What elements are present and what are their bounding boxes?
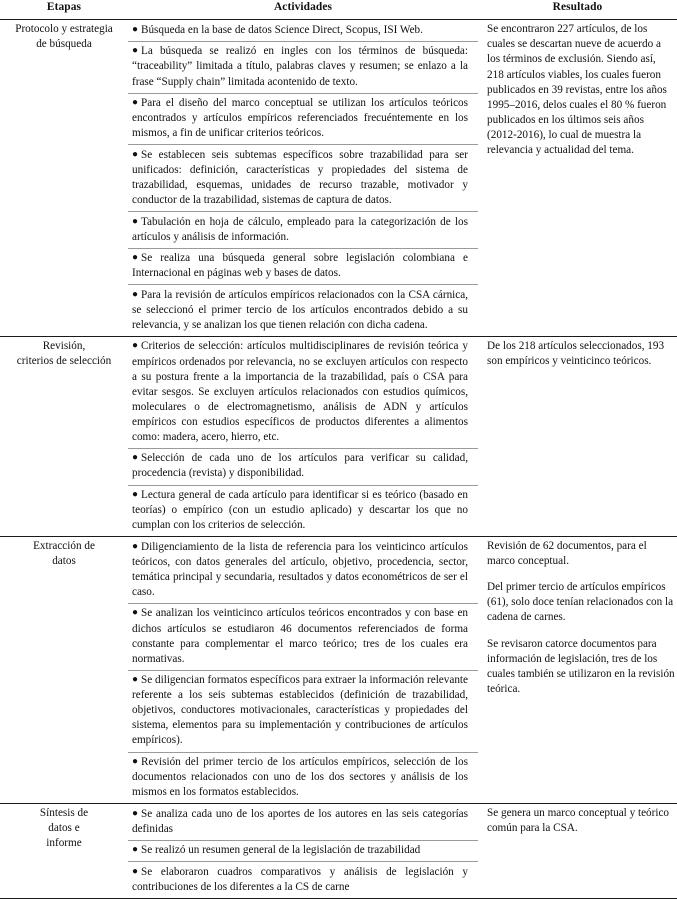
activity-text: Revisión del primer tercio de los artículos empíricos, selección de los documentos relacionados con uno de los dos sectores y análisis de los mismos en los formatos establecidos. (132, 756, 468, 799)
activity-item (128, 41, 478, 93)
activity-text: Se analiza cada uno de los aportes de los autores en las seis categorías definidas (132, 807, 468, 835)
bullet-icon: ● (132, 489, 139, 501)
activity-item (128, 248, 478, 285)
bullet-icon: ● (132, 865, 139, 877)
activity-text: Tabulación en hoja de cálculo, empleado para la categorización de los artículos y análisis de información. (132, 215, 468, 243)
table-row (0, 804, 677, 841)
activity-text: Lectura general de cada artículo para identificar si es teórico (basado en teorías) o empírico (con un estudio aplicado) y descartar los que no cumplan con los criterios de selección. (132, 489, 468, 532)
activity-item (128, 804, 478, 841)
result-paragraph: Del primer tercio de artículos empíricos (61), solo doce tenían relacionados con la cadena de carnes. (487, 581, 674, 624)
table-section (0, 336, 677, 536)
table-section (0, 537, 677, 804)
activity-item (128, 670, 478, 752)
etapa-line: Síntesis de (39, 807, 89, 820)
activity-item (128, 20, 478, 42)
activity-text: La búsqueda se realizó en ingles con los términos de búsqueda: “traceability” limitada a título, palabras claves y resumen; se enlazo a la frase “Supply chain” limitada acontenido de texto. (132, 45, 468, 88)
bullet-icon: ● (132, 540, 139, 552)
activity-text: Se elaboraron cuadros comparativos y análisis de legislación y contribuciones de los diferentes a la CS de carne (132, 865, 468, 893)
result-cell (478, 20, 677, 337)
result-cell (478, 537, 677, 804)
bullet-icon: ● (132, 288, 139, 300)
activity-item (128, 212, 478, 249)
bullet-icon: ● (132, 97, 139, 109)
result-paragraph: Se encontraron 227 artículos, de los cuales se descartan nueve de acuerdo a los términos de exclusión. Siendo así, 218 artículos viables, los cuales fueron publicados en 39 revistas, entre los años 1995–2016, delos cuales el 80 % fueron publicados en los últimos seis años (2012-2016), lo cual de muestra la relevancia y actualidad del tema. (487, 23, 667, 156)
activity-item (128, 752, 478, 804)
etapa-line: datos (52, 555, 76, 568)
bullet-icon: ● (132, 844, 139, 856)
activity-item (128, 145, 478, 212)
table-section (0, 804, 677, 899)
etapa-line: Revisión, (42, 339, 86, 352)
result-paragraph: De los 218 artículos seleccionados, 193 son empíricos y veinticinco teóricos. (487, 339, 665, 368)
bullet-icon: ● (132, 23, 139, 35)
activity-text: Se realizó un resumen general de la legislación de trazabilidad (141, 844, 421, 857)
bullet-icon: ● (132, 45, 139, 57)
etapa-line: datos e (48, 822, 80, 835)
table-row (0, 336, 677, 448)
column-header-actividades: Actividades (128, 0, 478, 20)
table-row (0, 537, 677, 604)
column-header-resultado: Resultado (478, 0, 677, 20)
activity-text: Para la revisión de artículos empíricos relacionados con la CSA cárnica, se seleccionó el primer tercio de los artículos encontrados debido a su relevancia, y se analizan los que tienen relación con dicha cadena. (132, 288, 468, 331)
bullet-icon: ● (132, 452, 139, 464)
activity-text: Se establecen seis subtemas específicos sobre trazabilidad para ser unificados: definición, características y propiedades del sistema de trazabilidad, esquemas, unidades de recurso trazable, motivador y conductor de la trazabilidad, sistemas de captura de datos. (132, 148, 468, 206)
activity-item (128, 537, 478, 604)
result-cell (478, 804, 677, 899)
activity-text: Se analizan los veinticinco artículos teóricos encontrados y con base en dichos artículos se estudiaron 46 documentos referenciados de forma constante para complementar el marco teórico; tres de los cuales era normativas. (132, 607, 468, 665)
etapa-label (0, 804, 128, 899)
bullet-icon: ● (132, 807, 139, 819)
etapa-line: Protocolo y estrategia (15, 23, 113, 36)
activity-text: Criterios de selección: artículos multidisciplinares de revisión teórica y empíricos ordenados por relevancia, no se excluyen artículos con respecto a su postura frente a la importancia de la trazabilidad, país o CSA para evitar sesgos. Se excluyen artículos relacionados con estudios químicos, moleculares o de electromagnetismo, análisis de ADN y artículos empíricos con estudios específicos de productos diferentes a alimentos como: madera, acero, hierro, etc. (132, 340, 468, 443)
etapa-label (0, 20, 128, 337)
etapa-label (0, 537, 128, 804)
activity-item (128, 862, 478, 899)
bullet-icon: ● (132, 215, 139, 227)
etapa-line: criterios de selección (16, 354, 112, 367)
result-paragraph: Se revisaron catorce documentos para información de legislación, tres de los cuales también se utilizaron en la revisión teórica. (487, 637, 675, 695)
bullet-icon: ● (132, 340, 139, 352)
bullet-icon: ● (132, 674, 139, 686)
bullet-icon: ● (132, 252, 139, 264)
bullet-icon: ● (132, 148, 139, 160)
result-paragraph: Revisión de 62 documentos, para el marco conceptual. (487, 540, 647, 568)
column-header-etapas: Etapas (0, 0, 128, 20)
table-row (0, 20, 677, 42)
etapa-line: Extracción de (33, 540, 95, 553)
activity-item (128, 485, 478, 537)
bullet-icon: ● (132, 607, 139, 619)
result-cell (478, 336, 677, 536)
etapa-line: informe (46, 837, 82, 850)
bullet-icon: ● (132, 756, 139, 768)
activity-text: Se diligencian formatos específicos para extraer la información relevante referente a los seis subtemas establecidos (definición de trazabilidad, objetivos, conductores motivacionales, características y propiedades del sistema, elementos para su implementación y contribuciones de artículos empíricos). (132, 674, 468, 747)
etapa-line: de búsqueda (36, 38, 92, 51)
result-paragraph: Se genera un marco conceptual y teórico común para la CSA. (487, 807, 670, 835)
activity-item (128, 285, 478, 337)
activity-item (128, 603, 478, 670)
activity-text: Se realiza una búsqueda general sobre legislación colombiana e Internacional en páginas web y bases de datos. (132, 252, 468, 280)
table-section (0, 20, 677, 337)
activity-text: Búsqueda en la base de datos Science Direct, Scopus, ISI Web. (141, 23, 423, 36)
table-header (0, 0, 677, 20)
activity-text: Diligenciamiento de la lista de referencia para los veinticinco artículos teóricos, con datos generales del artículo, objetivo, procedencia, sector, temática principal y secundaria, resultados y datos econométricos de ser el caso. (132, 540, 468, 598)
etapa-label (0, 336, 128, 536)
activity-item (128, 840, 478, 862)
activity-item (128, 93, 478, 145)
activity-item (128, 448, 478, 485)
activity-text: Para el diseño del marco conceptual se utilizan los artículos teóricos encontrados y artículos empíricos referenciados frecuéntemente en los mismos, a fin de unificar criterios teóricos. (132, 97, 468, 140)
activity-text: Selección de cada uno de los artículos para verificar su calidad, procedencia (revista) y disponibilidad. (132, 452, 468, 480)
activity-item (128, 336, 478, 448)
